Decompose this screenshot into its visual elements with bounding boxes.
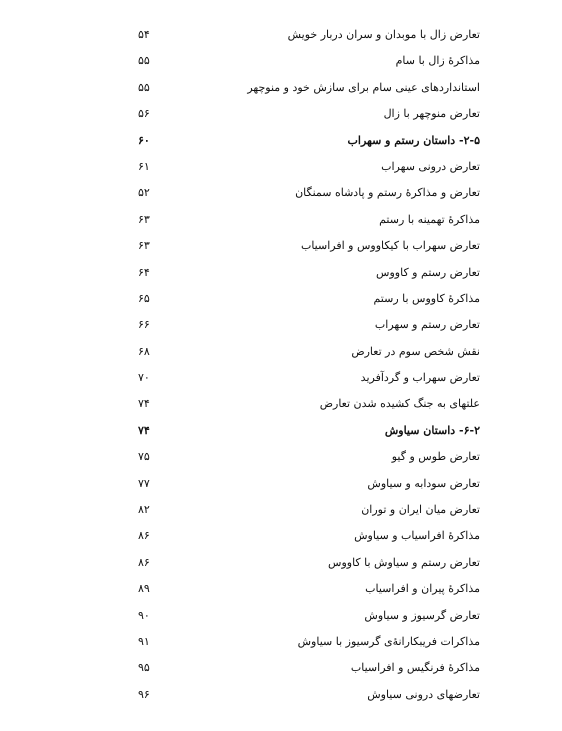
toc-entry-page-number: ۵۵: [138, 80, 150, 94]
toc-entry-page-number: ۹۵: [138, 661, 150, 675]
toc-entry: [0, 629, 562, 655]
toc-entry-page-number: ۶۳: [138, 239, 150, 253]
toc-entry-title: مذاکرۀ کاووس با رستم: [373, 291, 480, 305]
toc-entry-page-number: ۹۶: [138, 687, 150, 701]
toc-entry-title: تعارض رستم و سیاوش با کاووس: [328, 555, 480, 569]
toc-entry: [0, 180, 562, 206]
toc-entry-page-number: ۷۴: [138, 397, 150, 411]
toc-section-heading: [0, 418, 562, 444]
toc-entry-page-number: ۷۷: [138, 476, 150, 490]
toc-entry-page-number: ۶۰: [138, 133, 150, 147]
toc-entry-page-number: ۸۶: [138, 555, 150, 569]
toc-entry-title: مذاکرۀ فرنگیس و افراسیاب: [350, 661, 480, 675]
toc-entry-title: مذاکرۀ افراسیاب و سیاوش: [354, 529, 480, 543]
toc-entry-title: تعارض طوس و گیو: [391, 450, 480, 464]
toc-entry-title: مذاکرات فریبکارانۀی گرسیوز با سیاوش: [297, 634, 480, 648]
toc-entry: [0, 550, 562, 576]
toc-entry-title: تعارض و مذاکرۀ رستم و پادشاه سمنگان: [295, 186, 480, 200]
toc-entry-page-number: ۹۱: [138, 634, 150, 648]
toc-entry-page-number: ۶۸: [138, 344, 150, 358]
toc-entry-title: ۶-۲- داستان سیاوش: [384, 423, 480, 437]
toc-entry-page-number: ۵۲: [138, 186, 150, 200]
toc-entry: [0, 22, 562, 48]
toc-entry-title: علتهای به جنگ کشیده شدن تعارض: [319, 397, 480, 411]
toc-entry-title: تعارض زال با موبدان و سران دربار خویش: [287, 28, 480, 41]
toc-entry: [0, 391, 562, 417]
toc-entry: [0, 655, 562, 681]
toc-entry-title: مذاکرۀ تهمینه با رستم: [379, 212, 480, 226]
toc-entry-title: تعارض منوچهر با زال: [383, 107, 480, 121]
toc-entry-title: تعارض سهراب با کیکاووس و افراسیاب: [300, 239, 480, 253]
table-of-contents: [0, 22, 562, 708]
toc-entry: [0, 233, 562, 259]
toc-entry: [0, 523, 562, 549]
toc-entry: [0, 312, 562, 338]
toc-entry: [0, 101, 562, 127]
toc-entry: [0, 207, 562, 233]
toc-entry: [0, 365, 562, 391]
toc-entry-title: تعارض میان ایران و توران: [361, 503, 480, 517]
toc-entry: [0, 75, 562, 101]
toc-entry: [0, 154, 562, 180]
toc-entry-page-number: ۵۵: [138, 54, 150, 68]
toc-entry-title: استانداردهای عینی سام برای سازش خود و منوچهر: [247, 80, 480, 94]
toc-entry-title: تعارض رستم و کاووس: [376, 265, 480, 279]
toc-entry-title: نقش شخص سوم در تعارض: [351, 344, 480, 358]
toc-entry-title: تعارض سودابه و سیاوش: [367, 476, 480, 490]
toc-entry: [0, 444, 562, 470]
toc-entry-title: مذاکرۀ پیران و افراسیاب: [365, 582, 480, 596]
toc-entry: [0, 603, 562, 629]
toc-entry-page-number: ۵۶: [138, 107, 150, 121]
toc-entry-page-number: ۶۶: [138, 318, 150, 332]
toc-entry-title: تعارض گرسیوز و سیاوش: [364, 608, 480, 622]
toc-entry-page-number: ۹۰: [138, 608, 150, 622]
toc-entry-title: تعارض سهراب و گردآفرید: [360, 371, 480, 385]
toc-entry: [0, 471, 562, 497]
toc-entry-title: تعارض درونی سهراب: [381, 159, 480, 173]
toc-entry-page-number: ۸۲: [138, 503, 150, 517]
toc-entry: [0, 682, 562, 708]
toc-entry-title: مذاکرۀ زال با سام: [395, 54, 480, 68]
toc-entry: [0, 260, 562, 286]
toc-entry-page-number: ۶۵: [138, 291, 150, 305]
toc-entry-page-number: ۷۰: [138, 371, 150, 385]
toc-section-heading: [0, 128, 562, 154]
toc-entry: [0, 48, 562, 74]
toc-entry-page-number: ۵۴: [138, 28, 150, 41]
toc-entry-page-number: ۷۴: [138, 423, 150, 437]
toc-entry-page-number: ۶۴: [138, 265, 150, 279]
toc-entry-page-number: ۸۹: [138, 582, 150, 596]
toc-entry: [0, 286, 562, 312]
toc-entry: [0, 576, 562, 602]
toc-entry-page-number: ۸۶: [138, 529, 150, 543]
toc-entry-title: ۲-۵- داستان رستم و سهراب: [347, 133, 480, 147]
toc-entry: [0, 497, 562, 523]
toc-entry-page-number: ۶۳: [138, 212, 150, 226]
toc-entry-page-number: ۶۱: [138, 159, 150, 173]
toc-entry-page-number: ۷۵: [138, 450, 150, 464]
toc-entry: [0, 339, 562, 365]
toc-entry-title: تعارضهای درونی سیاوش: [367, 687, 480, 701]
toc-entry-title: تعارض رستم و سهراب: [374, 318, 480, 332]
